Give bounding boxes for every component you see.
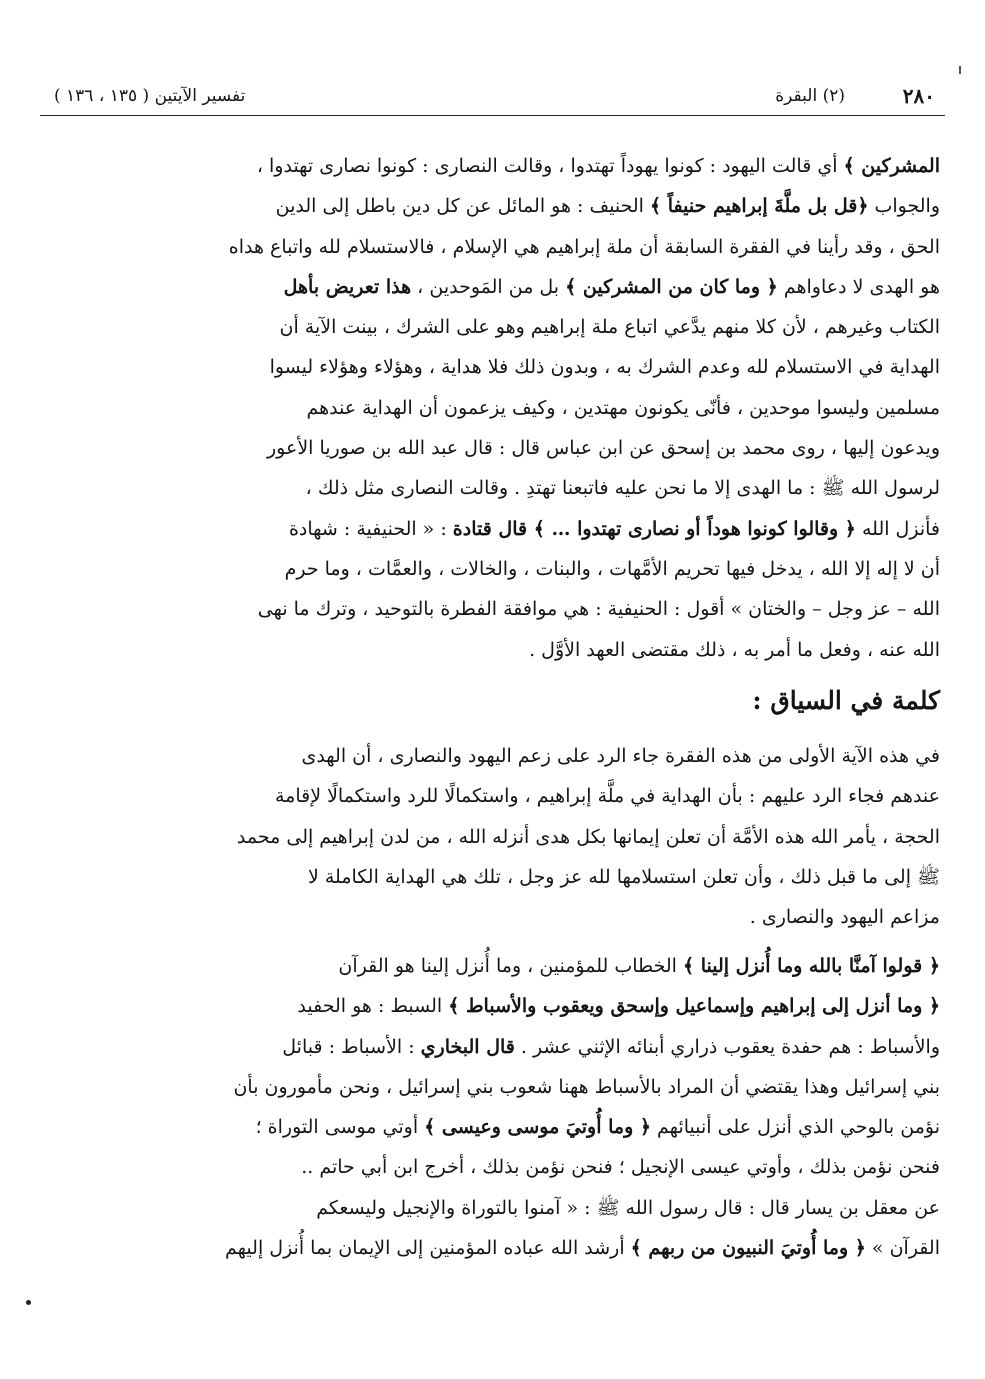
text-segment: السبط : هو الحفيد	[297, 995, 449, 1018]
text-segment: الحنيف : هو المائل عن كل دين باطل إلى الدين	[275, 195, 650, 218]
paragraph-verse-136	[40, 946, 940, 1268]
text-line	[40, 1027, 940, 1067]
text-segment: والأسباط : هم حفدة يعقوب ذراري أبنائه الإثني عشر .	[514, 1035, 940, 1058]
text-segment: الكتاب وغيرهم ، لأن كلا منهم يدَّعي اتباع ملة إبراهيم وهو على الشرك ، بينت الآية أن	[279, 316, 940, 339]
text-line	[40, 897, 940, 937]
running-title: تفسير الآيتين ( ١٣٥ ، ١٣٦ )	[54, 86, 246, 106]
text-segment: : الأسباط : قبائل	[282, 1035, 421, 1058]
text-segment: والجواب	[868, 195, 940, 218]
text-line	[40, 509, 940, 549]
text-line	[40, 986, 940, 1026]
bold-text-segment: هذا تعريض بأهل	[283, 275, 412, 298]
bold-text-segment: ﴿ وما أُوتيَ النبيون من ربهم ﴾	[630, 1237, 866, 1260]
text-segment: بني إسرائيل وهذا يقتضي أن المراد بالأسباط ههنا شعوب بني إسرائيل ، ونحن مأمورون بأن	[233, 1075, 940, 1098]
text-line	[40, 946, 940, 986]
text-line	[40, 630, 940, 670]
text-segment: فنحن نؤمن بذلك ، وأوتي عيسى الإنجيل ؛ فنحن نؤمن بذلك ، أخرج ابن أبي حاتم ..	[301, 1156, 940, 1179]
text-segment: أي قالت اليهود : كونوا يهوداً تهتدوا ، وقالت النصارى : كونوا نصارى تهتدوا ،	[256, 155, 844, 177]
header-rule	[40, 115, 945, 116]
text-line	[40, 227, 940, 267]
text-line	[40, 347, 940, 387]
bold-text-segment: ﴿ وما أُوتيَ موسى وعيسى ﴾	[424, 1116, 651, 1139]
text-line	[40, 388, 940, 428]
paragraph-commentary	[40, 146, 940, 670]
text-segment: عن معقل بن يسار قال : قال رسول الله ﷺ : « آمنوا بالتوراة والإنجيل وليسعكم	[316, 1196, 940, 1219]
text-line	[40, 1228, 940, 1268]
text-segment: : « الحنيفية : شهادة	[288, 517, 453, 540]
text-line	[40, 1107, 940, 1147]
text-segment: ويدعون إليها ، روى محمد بن إسحق عن ابن عباس قال : قال عبد الله بن صوريا الأعور	[267, 437, 940, 460]
text-segment: الله – عز وجل – والختان » أقول : الحنيفية : هي موافقة الفطرة بالتوحيد ، وترك ما نهى	[257, 598, 940, 621]
bold-text-segment: ﴿ وما أنزل إلى إبراهيم وإسماعيل وإسحق ويعقوب والأسباط ﴾	[448, 995, 940, 1018]
text-line	[40, 186, 940, 226]
text-segment: الحجة ، يأمر الله هذه الأمَّة أن تعلن إيمانها بكل هدى أنزله الله ، من لدن إبراهيم إلى محمد	[236, 825, 940, 848]
bold-text-segment: ﴿ وقالوا كونوا هوداً أو نصارى تهتدوا … ﴾ قال قتادة	[452, 517, 856, 540]
text-segment: الله عنه ، وفعل ما أمر به ، ذلك مقتضى العهد الأوَّل .	[529, 638, 940, 661]
text-line	[40, 857, 940, 897]
text-segment: الهداية في الاستسلام لله وعدم الشرك به ، وبدون ذلك فلا هداية ، وهؤلاء وهؤلاء ليسوا	[269, 356, 940, 379]
bold-text-segment: ﴿ وما كان من المشركين ﴾	[565, 275, 778, 298]
margin-dot	[26, 1300, 31, 1305]
text-line	[40, 1188, 940, 1228]
bold-text-segment: ﴿ قولوا آمنَّا بالله وما أُنزل إلينا ﴾	[683, 955, 940, 977]
text-segment: مسلمين وليسوا موحدين ، فأنّى يكونون مهتدين ، وكيف يزعمون أن الهداية عندهم	[306, 396, 940, 419]
text-segment: مزاعم اليهود والنصارى .	[749, 906, 940, 929]
text-segment: أوتي موسى التوراة ؛	[255, 1116, 425, 1139]
section-heading: كلمة في السياق :	[752, 686, 940, 715]
text-line	[40, 549, 940, 589]
page-number: ٢٨٠	[902, 84, 935, 108]
text-segment: في هذه الآية الأولى من هذه الفقرة جاء الرد على زعم اليهود والنصارى ، أن الهدى	[301, 745, 940, 767]
bold-text-segment: المشركين ﴾	[843, 155, 940, 177]
text-line	[40, 146, 940, 186]
text-line	[40, 267, 940, 307]
text-segment: فأنزل الله	[855, 517, 940, 540]
text-line	[40, 468, 940, 508]
text-line	[40, 1067, 940, 1107]
text-segment: أن لا إله إلا الله ، يدخل فيها تحريم الأمَّهات ، والبنات ، والخالات ، والعمَّات ، وما حرم	[284, 557, 940, 580]
text-segment: القرآن »	[865, 1237, 940, 1260]
text-line	[40, 307, 940, 347]
text-segment: ﷺ إلى ما قبل ذلك ، وأن تعلن استسلامها لله عز وجل ، تلك هي الهداية الكاملة لا	[307, 865, 940, 888]
text-segment: أرشد الله عباده المؤمنين إلى الإيمان بما أُنزل إليهم	[225, 1237, 631, 1260]
page-header	[40, 80, 945, 116]
text-segment: بل من المَوحدين ،	[411, 275, 566, 298]
text-line	[40, 817, 940, 857]
text-segment: عندهم فجاء الرد عليهم : بأن الهداية في ملَّة إبراهيم ، واستكمالًا للرد واستكمالًا لإقامة	[274, 785, 940, 808]
text-segment: الحق ، وقد رأينا في الفقرة السابقة أن ملة إبراهيم هي الإسلام ، فالاستسلام لله واتباع هداه	[228, 235, 940, 258]
corner-mark	[959, 66, 961, 74]
paragraph-context	[40, 736, 940, 937]
text-segment: هو الهدى لا دعاواهم	[777, 275, 940, 298]
text-segment: لرسول الله ﷺ : ما الهدى إلا ما نحن عليه فاتبعنا تهتدِ . وقالت النصارى مثل ذلك ،	[305, 477, 940, 500]
text-segment: نؤمن بالوحي الذي أنزل على أنبيائهم	[651, 1116, 940, 1139]
text-line	[40, 428, 940, 468]
text-segment: الخطاب للمؤمنين ، وما أُنزل إلينا هو القرآن	[338, 955, 683, 977]
text-line	[40, 589, 940, 629]
text-line	[40, 776, 940, 816]
text-line	[40, 736, 940, 776]
bold-text-segment: قال البخاري	[420, 1035, 515, 1058]
text-line	[40, 1147, 940, 1187]
bold-text-segment: ﴿قل بل ملَّةَ إبراهيم حنيفاً ﴾	[649, 195, 869, 218]
surah-name: (٢) البقرة	[775, 86, 845, 106]
